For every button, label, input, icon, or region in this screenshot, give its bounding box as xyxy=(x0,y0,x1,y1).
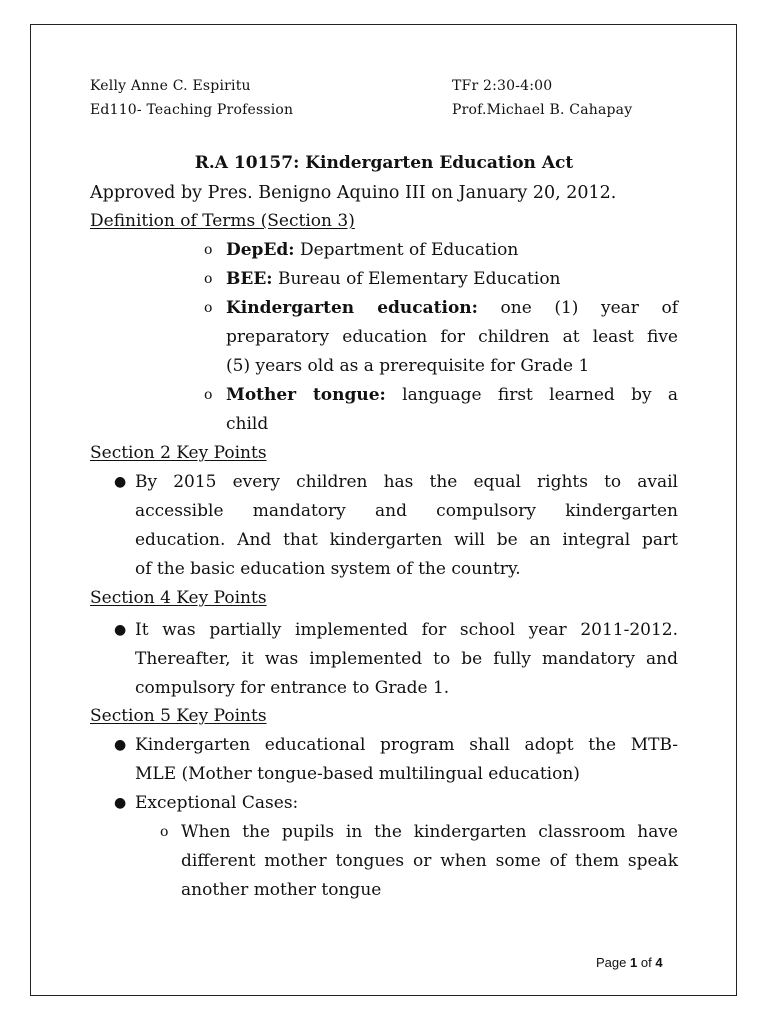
section5-line: MLE (Mother tongue-based multilingual education) xyxy=(135,764,580,784)
circle-bullet: o xyxy=(160,824,169,840)
class-schedule: TFr 2:30-4:00 xyxy=(452,78,553,94)
circle-bullet: o xyxy=(204,242,213,258)
section5-line: Kindergarten educational program shall adopt the MTB- xyxy=(135,735,678,755)
circle-bullet: o xyxy=(204,387,213,403)
exception-line: different mother tongues or when some of them speak xyxy=(181,851,678,871)
exception-line: When the pupils in the kindergarten classroom have xyxy=(181,822,678,842)
circle-bullet: o xyxy=(204,300,213,316)
document-title: R.A 10157: Kindergarten Education Act xyxy=(194,153,574,173)
definition-item: Kindergarten education: one (1) year of xyxy=(226,298,678,318)
bullet-dot: ● xyxy=(114,622,127,638)
section2-line: education. And that kindergarten will be an integral part xyxy=(135,530,678,550)
course-name: Ed110- Teaching Profession xyxy=(90,102,294,118)
circle-bullet: o xyxy=(204,271,213,287)
section2-heading: Section 2 Key Points xyxy=(90,443,267,463)
definition-item: DepEd: Department of Education xyxy=(226,240,519,260)
definitions-heading: Definition of Terms (Section 3) xyxy=(90,211,355,231)
exceptional-cases: Exceptional Cases: xyxy=(135,793,299,813)
section4-heading: Section 4 Key Points xyxy=(90,588,267,608)
definition-item: BEE: Bureau of Elementary Education xyxy=(226,269,561,289)
section4-line: It was partially implemented for school year 2011-2012. xyxy=(135,620,678,640)
definition-line: (5) years old as a prerequisite for Grade 1 xyxy=(226,356,590,376)
professor-name: Prof.Michael B. Cahapay xyxy=(452,102,633,118)
section2-line: accessible mandatory and compulsory kindergarten xyxy=(135,501,678,521)
section2-line: of the basic education system of the country. xyxy=(135,559,521,579)
bullet-dot: ● xyxy=(114,474,127,490)
exception-line: another mother tongue xyxy=(181,880,382,900)
definition-line: preparatory education for children at least five xyxy=(226,327,678,347)
section2-line: By 2015 every children has the equal rights to avail xyxy=(135,472,678,492)
page-number: Page 1 of 4 xyxy=(596,955,663,970)
section4-line: compulsory for entrance to Grade 1. xyxy=(135,678,450,698)
section4-line: Thereafter, it was implemented to be fully mandatory and xyxy=(135,649,678,669)
section5-heading: Section 5 Key Points xyxy=(90,706,267,726)
approval-line: Approved by Pres. Benigno Aquino III on January 20, 2012. xyxy=(90,183,617,203)
bullet-dot: ● xyxy=(114,795,127,811)
definition-line: child xyxy=(226,414,269,434)
author-name: Kelly Anne C. Espiritu xyxy=(90,78,251,94)
definition-item: Mother tongue: language first learned by a xyxy=(226,385,679,405)
bullet-dot: ● xyxy=(114,737,127,753)
